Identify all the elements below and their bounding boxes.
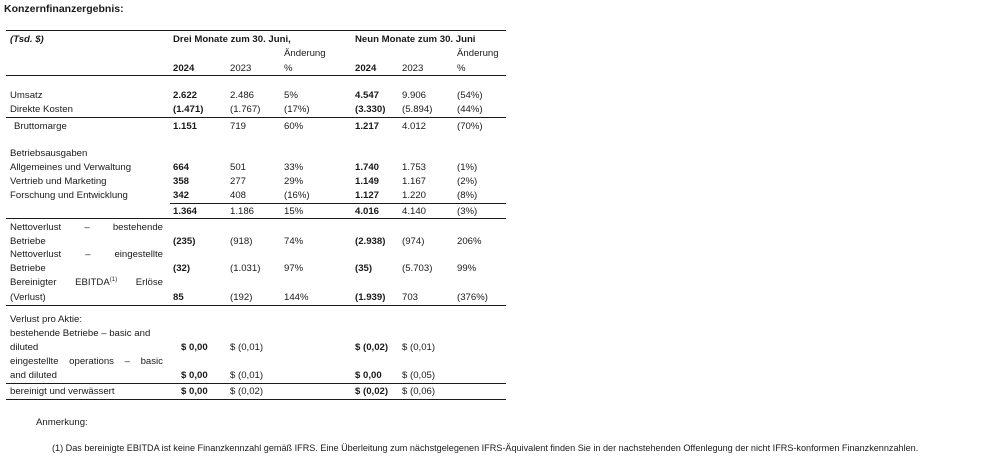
cell-qchange: 60% — [284, 121, 304, 132]
cell-nchange: (44%) — [457, 104, 483, 115]
unit-label: (Tsd. $) — [10, 34, 44, 45]
cell-n2024: 1.217 — [355, 121, 380, 132]
cell-q2024: $ 0,00 — [181, 386, 208, 397]
cell-q2023: (192) — [230, 292, 253, 303]
cell-q2023: 719 — [230, 121, 247, 132]
cell-q2024: 85 — [173, 292, 184, 303]
pct-header-n: % — [457, 63, 466, 74]
cell-q2023: 2.486 — [230, 90, 255, 101]
cell-n2023: 1.220 — [402, 190, 427, 201]
cell-nchange: (54%) — [457, 90, 483, 101]
row-label: diluted — [10, 342, 39, 353]
pct-header-q: % — [284, 63, 293, 74]
row-label-line1 — [10, 356, 163, 367]
cell-n2024: 4.016 — [355, 206, 380, 217]
page-title: Konzernfinanzergebnis: — [4, 3, 124, 15]
header-rule — [6, 75, 506, 76]
opex-total-rule — [170, 203, 506, 204]
row-label: bereinigt und verwässert — [10, 386, 115, 397]
cell-qchange: 29% — [284, 176, 304, 187]
cell-q2024: 2.622 — [173, 90, 198, 101]
cell-qchange: (17%) — [284, 104, 310, 115]
cell-n2024: (3.330) — [355, 104, 386, 115]
cell-n2023: (974) — [402, 236, 425, 247]
section-label-eps: Verlust pro Aktie: — [10, 314, 82, 325]
row-label: (Verlust) — [10, 292, 46, 303]
cell-n2024: 4.547 — [355, 90, 380, 101]
cell-n2023: $ (0,01) — [402, 342, 436, 353]
year-2024-n: 2024 — [355, 63, 377, 74]
cell-n2023: $ (0,06) — [402, 386, 436, 397]
cell-q2024: $ 0,00 — [181, 370, 208, 381]
table-row — [0, 386, 1000, 399]
table-row — [0, 176, 1000, 189]
cell-q2023: (1.031) — [230, 263, 261, 274]
cell-q2023: 1.186 — [230, 206, 255, 217]
cell-n2024: $ (0,02) — [355, 342, 389, 353]
cell-q2023: 408 — [230, 190, 247, 201]
label-part — [75, 277, 117, 288]
row-label: Betriebe — [10, 236, 46, 247]
row-label-line1 — [10, 249, 163, 260]
cell-q2024: 664 — [173, 162, 190, 173]
cell-q2023: $ (0,01) — [230, 370, 264, 381]
cell-n2023: (5.894) — [402, 104, 433, 115]
row-label: Bruttomarge — [14, 121, 67, 132]
cell-n2023: 4.140 — [402, 206, 427, 217]
cell-n2023: 9.906 — [402, 90, 427, 101]
row-label-line1: bestehende Betriebe – basic and — [10, 328, 151, 339]
label-part: bestehende — [112, 222, 163, 233]
cell-n2024: (1.939) — [355, 292, 386, 303]
cell-n2024: (35) — [355, 263, 373, 274]
cell-q2024: (235) — [173, 236, 196, 247]
table-row — [0, 190, 1000, 203]
label-part: Nettoverlust — [10, 249, 62, 260]
cell-q2024: (32) — [173, 263, 191, 274]
cell-nchange: 206% — [457, 236, 482, 247]
subtotal-rule — [6, 117, 506, 118]
cell-qchange: 15% — [284, 206, 304, 217]
table-bottom-rule — [6, 399, 506, 400]
cell-n2023: 1.753 — [402, 162, 427, 173]
cell-n2024: $ (0,02) — [355, 386, 389, 397]
cell-q2024: 358 — [173, 176, 190, 187]
cell-q2023: 501 — [230, 162, 247, 173]
table-row — [0, 292, 1000, 305]
cell-q2023: (918) — [230, 236, 253, 247]
cell-qchange: 33% — [284, 162, 304, 173]
cell-qchange: 5% — [284, 90, 298, 101]
cell-nchange: 99% — [457, 263, 477, 274]
change-header-n: Änderung — [457, 48, 499, 59]
change-header-q: Änderung — [284, 48, 326, 59]
table-row — [0, 342, 1000, 355]
cell-n2024: 1.127 — [355, 190, 380, 201]
label-part: eingestellte — [114, 249, 163, 260]
cell-n2023: 703 — [402, 292, 419, 303]
cell-qchange: 74% — [284, 236, 304, 247]
cell-q2023: $ (0,02) — [230, 386, 264, 397]
ebitda-bottom-rule — [6, 305, 506, 306]
cell-nchange: (376%) — [457, 292, 488, 303]
table-row — [0, 236, 1000, 249]
cell-n2023: 4.012 — [402, 121, 427, 132]
year-2023-q: 2023 — [230, 63, 252, 74]
table-row — [0, 121, 1000, 134]
eps-rule — [6, 383, 506, 384]
cell-nchange: (1%) — [457, 162, 478, 173]
label-part: Erlöse — [135, 277, 163, 288]
cell-n2024: $ 0,00 — [355, 370, 382, 381]
table-row — [0, 90, 1000, 103]
cell-q2024: 1.364 — [173, 206, 198, 217]
cell-n2024: 1.149 — [355, 176, 380, 187]
notes-label: Anmerkung: — [36, 417, 88, 428]
cell-n2024: 1.740 — [355, 162, 380, 173]
cell-nchange: (3%) — [457, 206, 478, 217]
cell-qchange: 97% — [284, 263, 304, 274]
row-label: and diluted — [10, 370, 57, 381]
label-part: – — [124, 356, 130, 367]
cell-q2023: 277 — [230, 176, 247, 187]
row-label: Direkte Kosten — [10, 104, 73, 115]
row-label: Allgemeines und Verwaltung — [10, 162, 132, 173]
group-three-months: Drei Monate zum 30. Juni, — [173, 34, 291, 45]
cell-nchange: (8%) — [457, 190, 478, 201]
table-row — [0, 370, 1000, 383]
label-part: operations — [69, 356, 114, 367]
cell-q2023: $ (0,01) — [230, 342, 264, 353]
table-row — [0, 263, 1000, 276]
label-part: eingestellte — [10, 356, 59, 367]
cell-q2024: $ 0,00 — [181, 342, 208, 353]
row-label: Forschung und Entwicklung — [10, 190, 128, 201]
cell-q2023: (1.767) — [230, 104, 261, 115]
table-row — [0, 162, 1000, 175]
cell-n2024: (2.938) — [355, 236, 386, 247]
group-nine-months: Neun Monate zum 30. Juni — [355, 34, 476, 45]
row-label: Vertrieb und Marketing — [10, 176, 107, 187]
row-label-line1 — [10, 222, 163, 233]
footnote-ref: (1) — [109, 277, 118, 283]
cell-qchange: 144% — [284, 292, 309, 303]
label-part: – — [84, 222, 90, 233]
cell-nchange: (2%) — [457, 176, 478, 187]
label-part: Nettoverlust — [10, 222, 62, 233]
year-2023-n: 2023 — [402, 63, 424, 74]
label-part: – — [85, 249, 91, 260]
cell-q2024: (1.471) — [173, 104, 204, 115]
label-part: Bereinigter — [10, 277, 57, 288]
cell-n2023: (5.703) — [402, 263, 433, 274]
cell-n2023: 1.167 — [402, 176, 427, 187]
table-row — [0, 104, 1000, 117]
cell-q2024: 1.151 — [173, 121, 198, 132]
row-label: Umsatz — [10, 90, 43, 101]
year-2024-q: 2024 — [173, 63, 195, 74]
label-part: basic — [140, 356, 163, 367]
cell-n2023: $ (0,05) — [402, 370, 436, 381]
table-top-rule — [6, 30, 506, 31]
row-label: Betriebe — [10, 263, 46, 274]
opex-bottom-rule — [6, 218, 506, 219]
row-label-line1 — [10, 277, 163, 288]
section-label-opex: Betriebsausgaben — [10, 148, 88, 159]
cell-q2024: 342 — [173, 190, 190, 201]
ebitda-word: EBITDA — [75, 277, 110, 289]
cell-qchange: (16%) — [284, 190, 310, 201]
footnote-1: (1) Das bereinigte EBITDA ist keine Finanzkennzahl gemäß IFRS. Eine Überleitung zum nächstgelegenen IFRS-Äquivalent finden Sie in der nachstehenden Offenlegung der nicht IFRS-konformen Finanzkennzahlen. — [52, 443, 919, 453]
cell-nchange: (70%) — [457, 121, 483, 132]
